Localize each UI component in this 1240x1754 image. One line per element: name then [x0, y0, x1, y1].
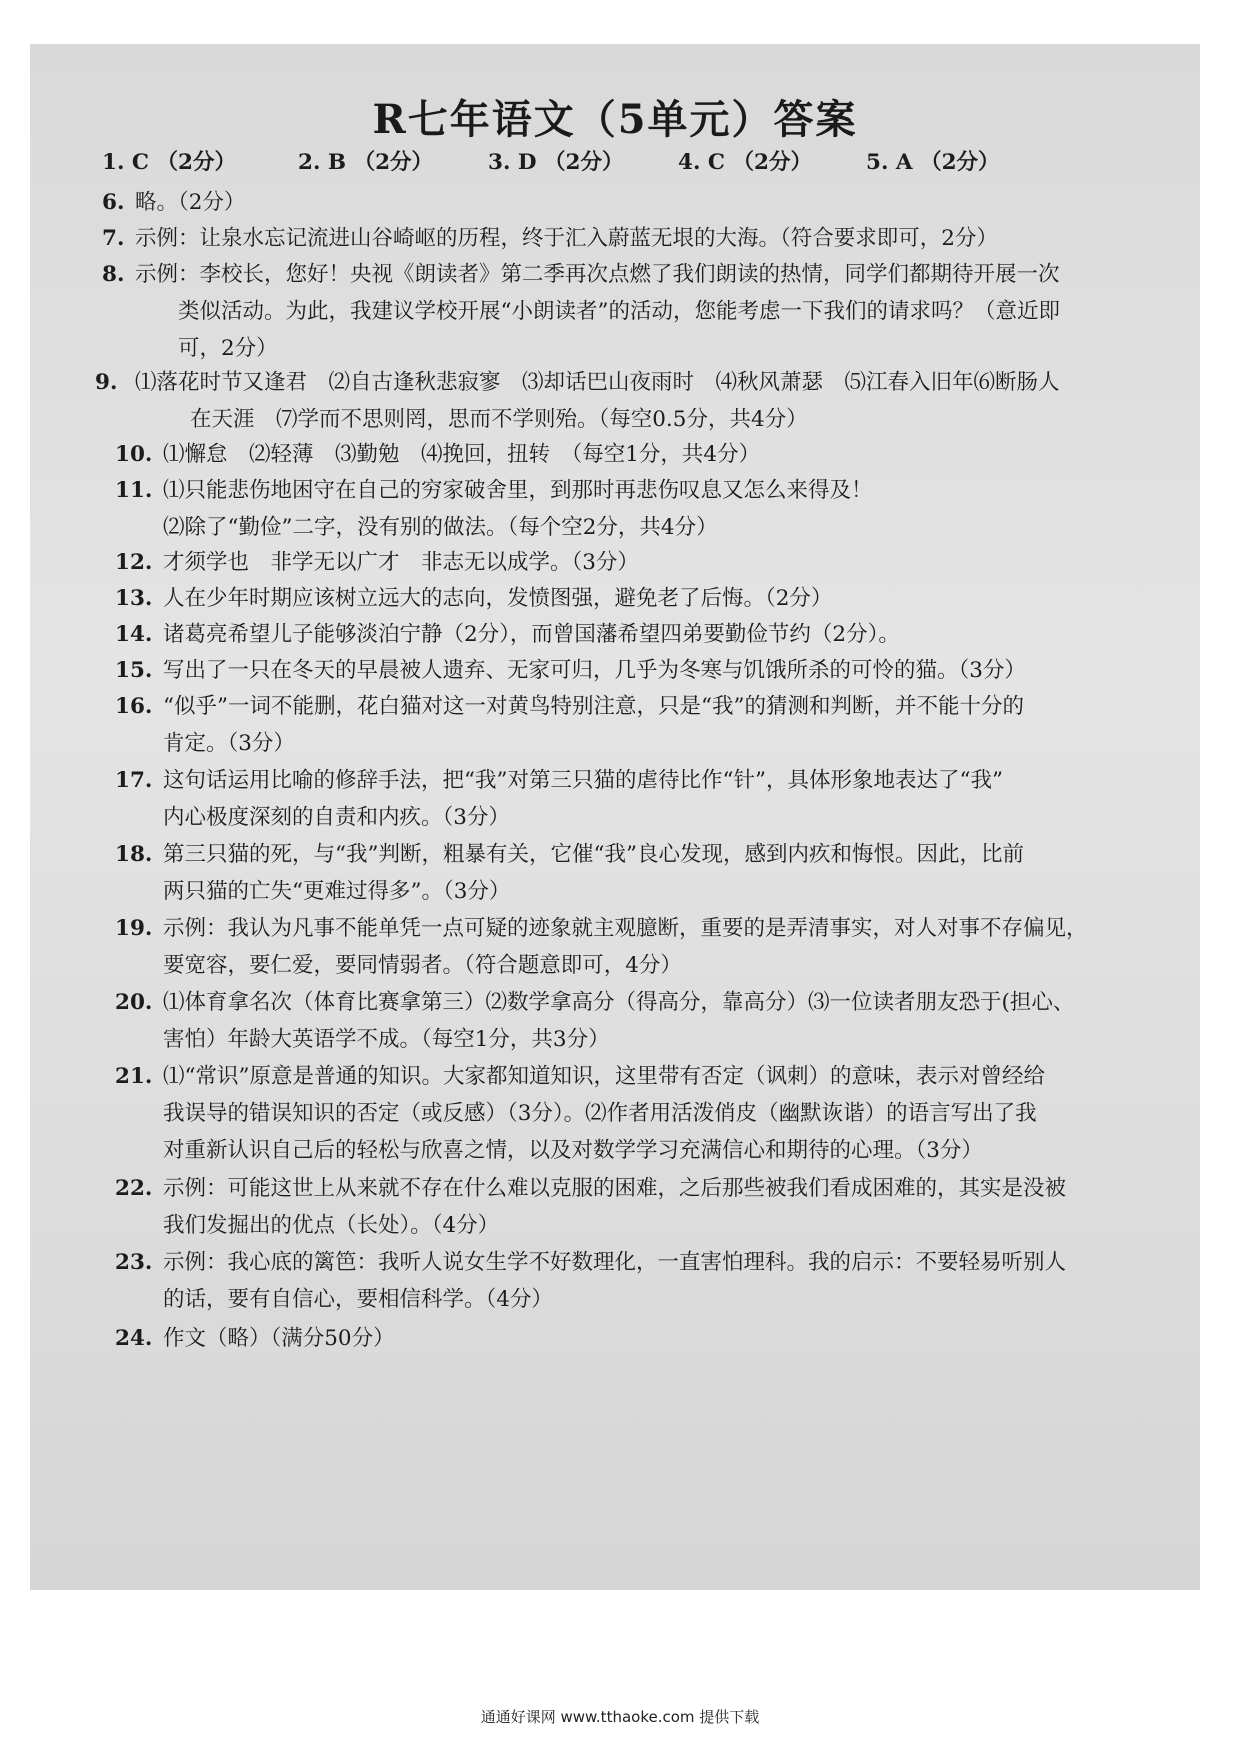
answer-text-line: ⑴懈怠 ⑵轻薄 ⑶勤勉 ⑷挽回，扭转 （每空1分，共4分） [163, 442, 761, 467]
answer-text-line: 这句话运用比喻的修辞手法，把“我”对第三只猫的虐待比作“针”，具体形象地表达了“我” [163, 768, 1003, 793]
question-number: 15. [115, 658, 153, 683]
question-number: 23. [115, 1250, 153, 1275]
question-number: 11. [115, 478, 153, 503]
answer-text-line: 内心极度深刻的自责和内疚。（3分） [163, 805, 510, 830]
answer-text-line: 肯定。（3分） [163, 731, 295, 756]
answer-text-line: “似乎”一词不能删，花白猫对这一对黄鸟特别注意，只是“我”的猜测和判断，并不能十分的 [163, 694, 1024, 719]
answer-text-line: ⑴落花时节又逢君 ⑵自古逢秋悲寂寥 ⑶却话巴山夜雨时 ⑷秋风萧瑟 ⑸江春入旧年⑹断肠人 [135, 370, 1060, 395]
question-number: 13. [115, 586, 153, 611]
answer-4: 4. C （2分） [678, 150, 812, 175]
answer-text-line: ⑴只能悲伤地困守在自己的穷家破舍里，到那时再悲伤叹息又怎么来得及！ [163, 478, 873, 503]
answer-text-line: 可，2分） [178, 336, 278, 361]
answer-text-line: 我误导的错误知识的否定（或反感）（3分）。⑵作者用活泼俏皮（幽默诙谐）的语言写出了我 [163, 1101, 1037, 1126]
answer-text-line: 才须学也 非学无以广才 非志无以成学。（3分） [163, 550, 639, 575]
answer-text-line: 示例：让泉水忘记流进山谷崎岖的历程，终于汇入蔚蓝无垠的大海。（符合要求即可，2分） [135, 226, 998, 251]
answer-3: 3. D （2分） [488, 150, 624, 175]
answer-text-line: 两只猫的亡失“更难过得多”。（3分） [163, 879, 511, 904]
answer-2: 2. B （2分） [298, 150, 434, 175]
question-number: 10. [115, 442, 153, 467]
answer-text-line: ⑵除了“勤俭”二字，没有别的做法。（每个空2分，共4分） [163, 515, 718, 540]
answer-text-line: 的话，要有自信心，要相信科学。（4分） [163, 1287, 553, 1312]
question-number: 20. [115, 990, 153, 1015]
answer-1: 1. C （2分） [102, 150, 236, 175]
answer-text-line: ⑴“常识”原意是普通的知识。大家都知道知识，这里带有否定（讽刺）的意味，表示对曾经给 [163, 1064, 1045, 1089]
answer-text-line: 人在少年时期应该树立远大的志向，发愤图强，避免老了后悔。（2分） [163, 586, 833, 611]
question-number: 12. [115, 550, 153, 575]
scanned-answer-sheet [30, 44, 1200, 1590]
answer-text-line: ⑴体育拿名次（体育比赛拿第三）⑵数学拿高分（得高分，靠高分）⑶一位读者朋友恐于(担心、 [163, 990, 1075, 1015]
question-number: 9. [95, 370, 118, 395]
question-number: 14. [115, 622, 153, 647]
answer-text-line: 示例：李校长，您好！央视《朗读者》第二季再次点燃了我们朗读的热情，同学们都期待开展一次 [135, 262, 1060, 287]
answer-text-line: 类似活动。为此，我建议学校开展“小朗读者”的活动，您能考虑一下我们的请求吗？（意近即 [178, 299, 1060, 324]
answer-text-line: 要宽容，要仁爱，要同情弱者。（符合题意即可，4分） [163, 953, 682, 978]
question-number: 22. [115, 1176, 153, 1201]
answer-5: 5. A （2分） [866, 150, 1000, 175]
question-number: 21. [115, 1064, 153, 1089]
question-number: 6. [102, 190, 125, 215]
answer-text-line: 略。（2分） [135, 190, 246, 215]
question-number: 7. [102, 226, 125, 251]
question-number: 16. [115, 694, 153, 719]
answer-text-line: 我们发掘出的优点（长处）。（4分） [163, 1213, 500, 1238]
footer-credit: 通通好课网 www.tthaoke.com 提供下载 [480, 1708, 760, 1726]
answer-text-line: 害怕）年龄大英语学不成。（每空1分，共3分） [163, 1027, 610, 1052]
answer-text-line: 写出了一只在冬天的早晨被人遗弃、无家可归，几乎为冬寒与饥饿所杀的可怜的猫。（3分） [163, 658, 1026, 683]
answer-text-line: 第三只猫的死，与“我”判断，粗暴有关，它催“我”良心发现，感到内疚和悔恨。因此，比前 [163, 842, 1024, 867]
question-number: 18. [115, 842, 153, 867]
answer-text-line: 示例：可能这世上从来就不存在什么难以克服的困难，之后那些被我们看成困难的，其实是没被 [163, 1176, 1067, 1201]
answer-text-line: 对重新认识自己后的轻松与欣喜之情，以及对数学学习充满信心和期待的心理。（3分） [163, 1138, 983, 1163]
answer-text-line: 诸葛亮希望儿子能够淡泊宁静（2分），而曾国藩希望四弟要勤俭节约（2分）。 [163, 622, 900, 647]
question-number: 19. [115, 916, 153, 941]
answer-text-line: 示例：我心底的篱笆：我听人说女生学不好数理化，一直害怕理科。我的启示：不要轻易听别人 [163, 1250, 1067, 1275]
answer-text-line: 示例：我认为凡事不能单凭一点可疑的迹象就主观臆断，重要的是弄清事实，对人对事不存偏见， [163, 916, 1088, 941]
question-number: 24. [115, 1326, 153, 1351]
question-number: 17. [115, 768, 153, 793]
answer-text-line: 作文（略）（满分50分） [163, 1326, 395, 1351]
question-number: 8. [102, 262, 125, 287]
answer-text-line: 在天涯 ⑺学而不思则罔，思而不学则殆。（每空0.5分，共4分） [190, 407, 808, 432]
page-title: R七年语文（5单元）答案 [372, 96, 858, 143]
